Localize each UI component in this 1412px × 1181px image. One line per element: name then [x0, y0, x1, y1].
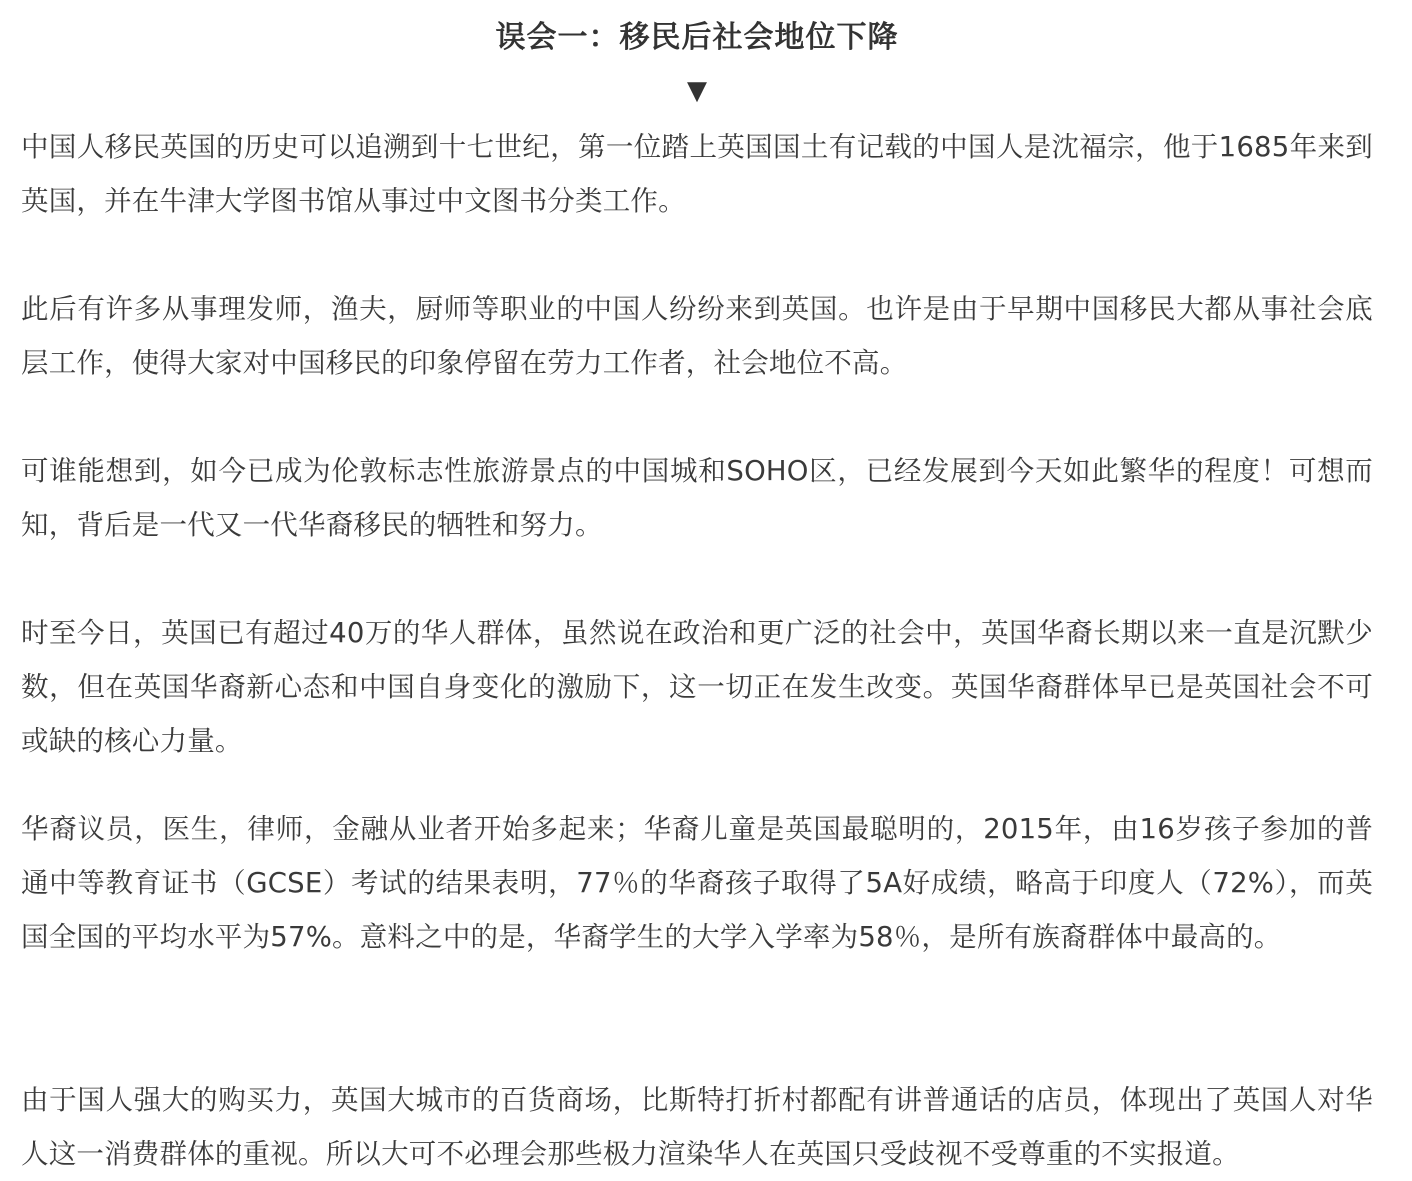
- paragraph-population: 时至今日，英国已有超过40万的华人群体，虽然说在政治和更广泛的社会中，英国华裔长期以来一直是沉默少数，但在英国华裔新心态和中国自身变化的激励下，这一切正在发生改变。英国华裔群体早已是英国社会不可或缺的核心力量。: [21, 617, 1373, 757]
- paragraph-education: 华裔议员，医生，律师，金融从业者开始多起来；华裔儿童是英国最聪明的，2015年，由16岁孩子参加的普通中等教育证书（GCSE）考试的结果表明，77％的华裔孩子取得了5A好成绩，略高于印度人（72%），而英国全国的平均水平为57%。意料之中的是，华裔学生的大学入学率为58％，是所有族裔群体中最高的。: [21, 813, 1373, 953]
- paragraph-early-occupations: 此后有许多从事理发师，渔夫，厨师等职业的中国人纷纷来到英国。也许是由于早期中国移民大都从事社会底层工作，使得大家对中国移民的印象停留在劳力工作者，社会地位不高。: [21, 293, 1373, 379]
- down-triangle-icon: ▼: [687, 76, 707, 106]
- paragraph-chinatown: 可谁能想到，如今已成为伦敦标志性旅游景点的中国城和SOHO区，已经发展到今天如此繁华的程度！可想而知，背后是一代又一代华裔移民的牺牲和努力。: [21, 455, 1373, 541]
- paragraph-history: 中国人移民英国的历史可以追溯到十七世纪，第一位踏上英国国土有记载的中国人是沈福宗，他于1685年来到英国，并在牛津大学图书馆从事过中文图书分类工作。: [21, 131, 1373, 217]
- section-heading: 误会一：移民后社会地位下降: [495, 20, 899, 55]
- paragraph-purchasing-power: 由于国人强大的购买力，英国大城市的百货商场，比斯特打折村都配有讲普通话的店员，体现出了英国人对华人这一消费群体的重视。所以大可不必理会那些极力渲染华人在英国只受歧视不受尊重的不实报道。: [21, 1084, 1373, 1170]
